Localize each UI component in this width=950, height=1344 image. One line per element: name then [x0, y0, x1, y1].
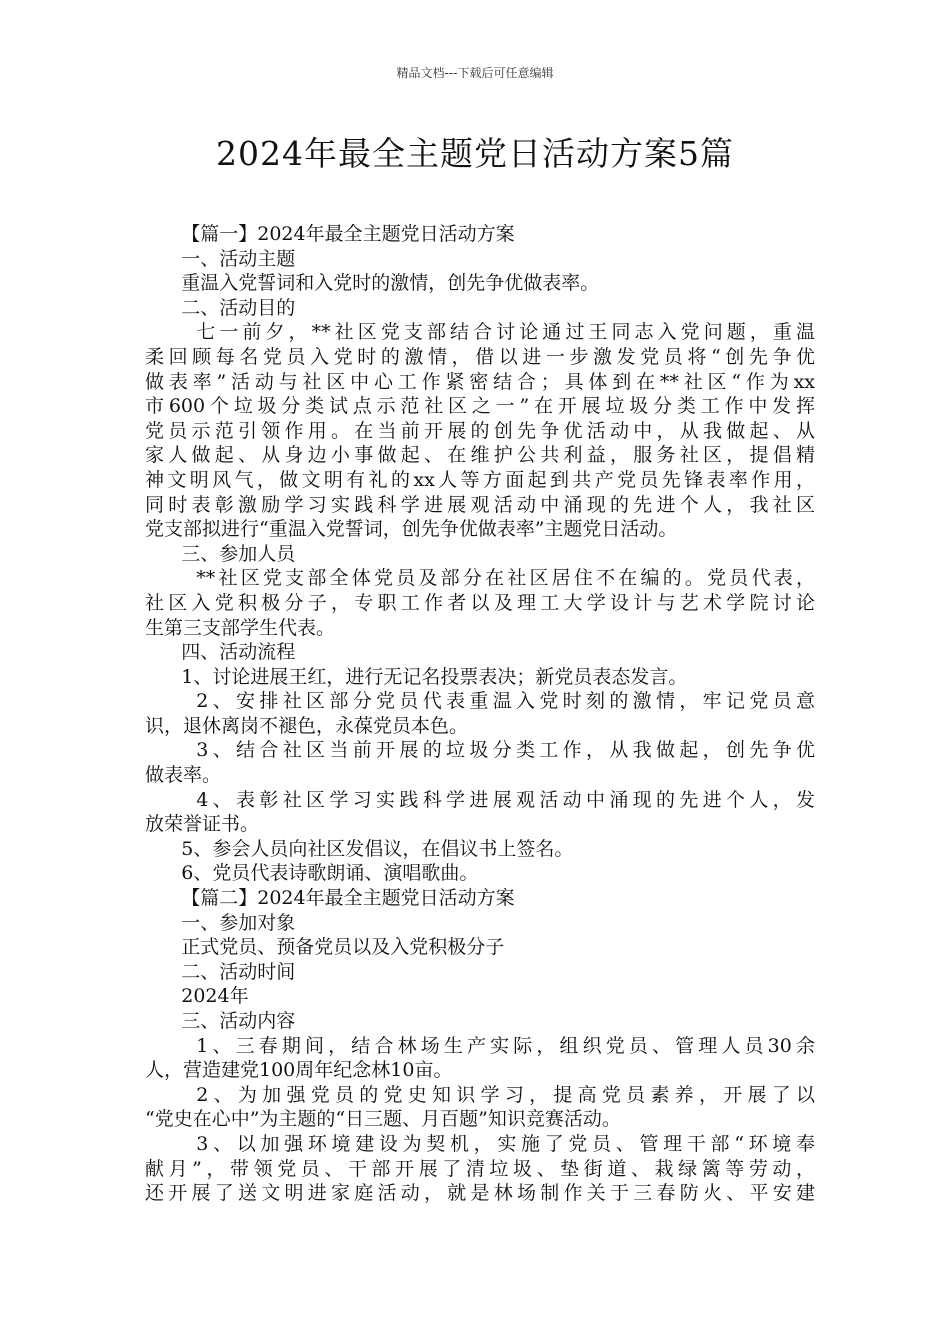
text-line: 1、讨论进展王红，进行无记名投票表决；新党员表态发言。 — [145, 665, 688, 688]
text-line: 柔回顾每名党员入党时的激情，借以进一步激发党员将“创先争优 — [145, 345, 815, 368]
text-line: 社区入党积极分子，专职工作者以及理工大学设计与艺术学院讨论 — [145, 591, 815, 614]
text-line: 一、参加对象 — [145, 911, 296, 934]
text-line: 一、活动主题 — [145, 247, 296, 270]
text-line: 放荣誉证书。 — [145, 813, 260, 836]
text-line: 人，营造建党100周年纪念林10亩。 — [145, 1059, 453, 1082]
text-line: 1、三春期间，结合林场生产实际，组织党员、管理人员30余 — [196, 1034, 815, 1057]
text-line: 二、活动时间 — [145, 960, 296, 983]
text-line: 七一前夕，**社区党支部结合讨论通过王同志入党问题，重温 — [196, 321, 815, 344]
text-line: 党员示范引领作用。在当前开展的创先争优活动中，从我做起、从 — [145, 419, 815, 442]
text-line: “党史在心中”为主题的“日三题、月百题”知识竞赛活动。 — [145, 1108, 621, 1131]
text-line: 6、党员代表诗歌朗诵、演唱歌曲。 — [145, 862, 479, 885]
text-line: 市600个垃圾分类试点示范社区之一”在开展垃圾分类工作中发挥 — [145, 395, 815, 418]
header-note: 精品文档---下载后可任意编辑 — [396, 66, 554, 80]
text-line: 三、活动内容 — [145, 1010, 296, 1032]
text-line: 同时表彰激励学习实践科学进展观活动中涌现的先进个人，我社区 — [145, 493, 815, 516]
text-line: 正式党员、预备党员以及入党积极分子 — [145, 936, 505, 959]
text-line: 3、结合社区当前开展的垃圾分类工作，从我做起，创先争优 — [196, 739, 815, 762]
text-line: 神文明风气，做文明有礼的xx人等方面起到共产党员先锋表率作用， — [145, 468, 815, 491]
text-line: 做表率。 — [145, 764, 222, 787]
text-line: 5、参会人员向社区发倡议，在倡议书上签名。 — [145, 837, 574, 860]
text-line: 重温入党誓词和入党时的激情，创先争优做表率。 — [145, 272, 600, 295]
document-title: 2024年最全主题党日活动方案5篇 — [216, 134, 734, 173]
text-line: 2、为加强党员的党史知识学习，提高党员素养，开展了以 — [196, 1083, 815, 1106]
text-line: 党支部拟进行“重温入党誓词，创先争优做表率”主题党日活动。 — [145, 518, 678, 541]
text-line: 家人做起、从身边小事做起、在维护公共利益，服务社区，提倡精 — [145, 444, 815, 467]
text-line: 献月”，带领党员、干部开展了清垃圾、垫街道、栽绿篱等劳动， — [145, 1157, 815, 1180]
text-line: 【篇一】2024年最全主题党日活动方案 — [145, 223, 515, 245]
text-line: 2、安排社区部分党员代表重温入党时刻的激情，牢记党员意 — [196, 690, 815, 713]
document-body — [145, 222, 815, 1206]
text-line: 【篇二】2024年最全主题党日活动方案 — [145, 887, 515, 910]
text-line: 4、表彰社区学习实践科学进展观活动中涌现的先进个人，发 — [196, 788, 815, 811]
text-line: 还开展了送文明进家庭活动，就是林场制作关于三春防火、平安建 — [145, 1182, 815, 1205]
text-line: 识，退休离岗不褪色，永葆党员本色。 — [145, 714, 469, 737]
text-line: 2024年 — [145, 985, 249, 1008]
text-line: 三、参加人员 — [145, 542, 296, 565]
text-line: 生第三支部学生代表。 — [145, 616, 336, 639]
text-line: 四、活动流程 — [145, 641, 296, 664]
text-line: **社区党支部全体党员及部分在社区居住不在编的。党员代表， — [196, 567, 815, 590]
text-line: 3、以加强环境建设为契机，实施了党员、管理干部“环境奉 — [196, 1132, 815, 1155]
text-line: 二、活动目的 — [145, 296, 296, 319]
text-line: 做表率”活动与社区中心工作紧密结合；具体到在**社区“作为xx — [145, 370, 815, 393]
